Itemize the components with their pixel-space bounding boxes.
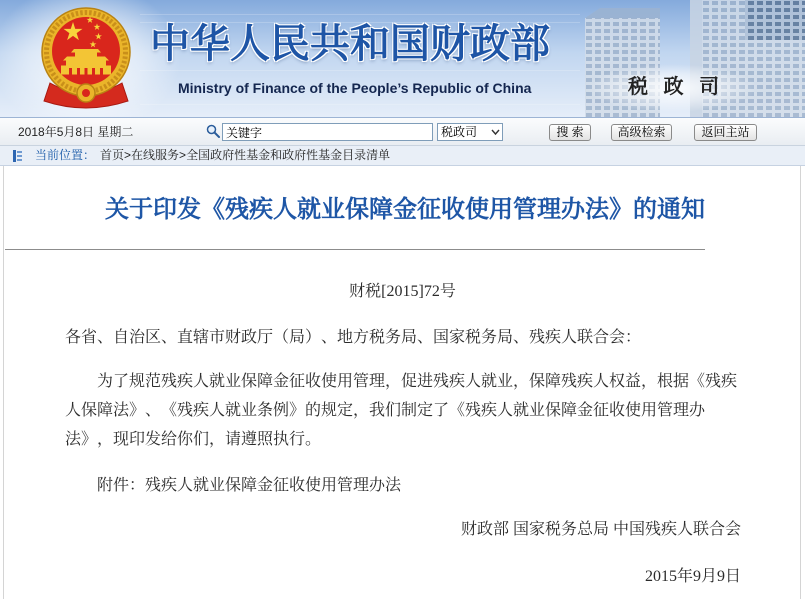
breadcrumb xyxy=(0,146,805,166)
search-icon xyxy=(206,124,220,138)
issue-date: 2015年9月9日 xyxy=(644,568,741,585)
breadcrumb-separator: > xyxy=(179,148,187,162)
advanced-search-button[interactable]: 高级检索 xyxy=(611,124,672,141)
document-number: 财税[2015]72号 xyxy=(349,283,456,300)
breadcrumb-separator: > xyxy=(124,148,132,162)
recipients-salutation: 各省、自治区、直辖市财政厅（局）、地方税务局、国家税务局、残疾人联合会： xyxy=(65,329,642,346)
breadcrumb-item-home[interactable]: 首页 xyxy=(100,148,125,162)
breadcrumb-item-fund-catalog[interactable]: 全国政府性基金和政府性基金目录清单 xyxy=(186,148,391,162)
search-input[interactable] xyxy=(222,123,433,141)
return-home-button[interactable]: 返回主站 xyxy=(694,124,757,141)
issuing-authorities: 财政部 国家税务总局 中国残疾人联合会 xyxy=(460,521,741,538)
search-scope-select[interactable] xyxy=(437,123,503,141)
list-icon xyxy=(13,150,22,162)
article-title: 关于印发《残疾人就业保障金征收使用管理办法》的通知 xyxy=(105,197,705,223)
current-date: 2018年5月8日 星期二 xyxy=(18,125,134,139)
search-toolbar xyxy=(0,118,805,146)
breadcrumb-item-online-services[interactable]: 在线服务 xyxy=(131,148,180,162)
search-button[interactable]: 搜 索 xyxy=(549,124,591,141)
site-title: 中华人民共和国财政部 xyxy=(150,21,550,66)
chevron-down-icon xyxy=(491,128,500,136)
search-scope-value: 税政司 xyxy=(441,125,478,139)
breadcrumb-label: 当前位置： xyxy=(35,148,96,162)
body-paragraph: 为了规范残疾人就业保障金征收使用管理，促进残疾人就业，保障残疾人权益，根据《残疾人保障法》、《残疾人就业条例》的规定，我们制定了《残疾人就业保障金征收使用管理办法》，现印发给你们，请遵照执行。 xyxy=(65,373,738,448)
site-header xyxy=(0,0,805,118)
attachment-note: 附件：残疾人就业保障金征收使用管理办法 xyxy=(97,477,402,494)
site-subtitle-english: Ministry of Finance of the People’s Republic of China xyxy=(178,80,532,96)
breadcrumb-path xyxy=(100,146,390,165)
national-emblem-icon xyxy=(40,5,132,111)
title-divider xyxy=(5,249,705,250)
department-name: 税 政 司 xyxy=(628,76,720,98)
